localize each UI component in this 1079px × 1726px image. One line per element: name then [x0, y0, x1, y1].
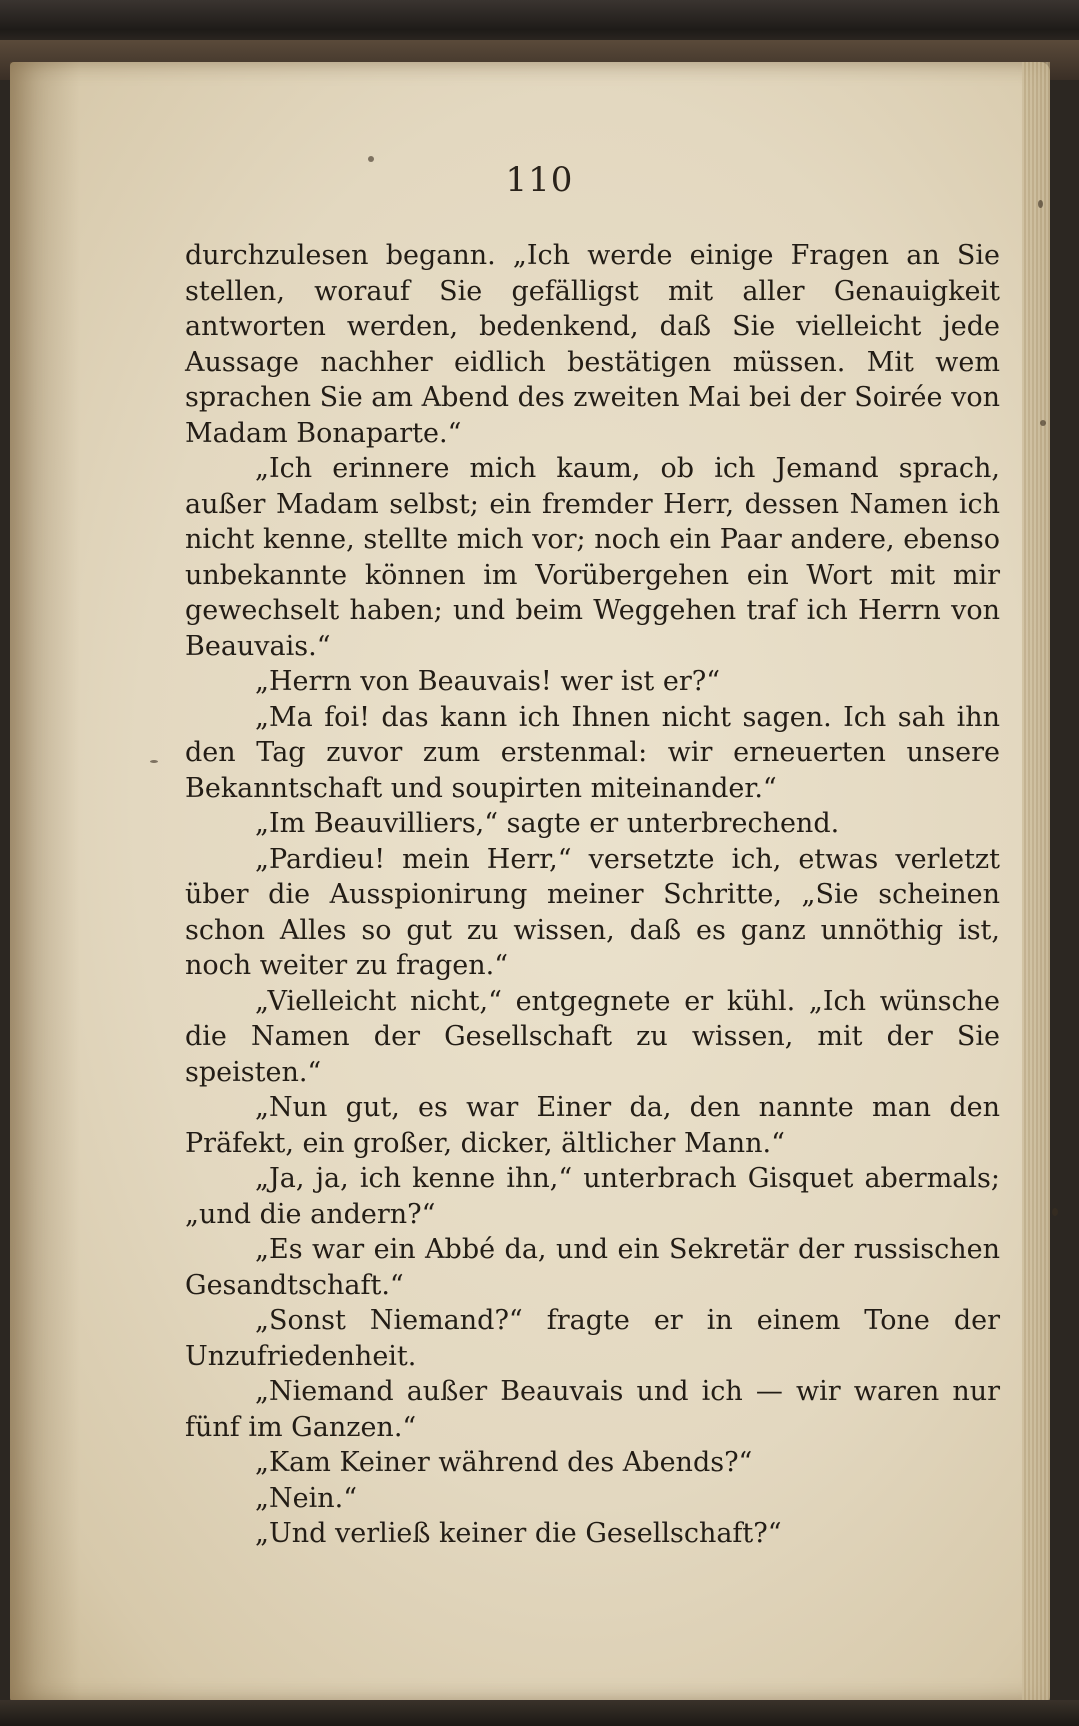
paragraph: „Sonst Niemand?“ fragte er in einem Tone der Unzufriedenheit.	[185, 1305, 1000, 1372]
paragraph: „Herrn von Beauvais! wer ist er?“	[255, 666, 721, 697]
paragraph: „Pardieu! mein Herr,“ versetzte ich, etwas verletzt über die Ausspionirung meiner Schritte, „Sie scheinen schon Alles so gut zu wissen, daß es ganz unnöthig ist, noch weiter zu fragen.“	[185, 843, 1000, 981]
ink-speck	[1038, 200, 1043, 208]
page-number: 110	[505, 160, 574, 200]
book-bottom-edge	[0, 1700, 1079, 1726]
paragraph: durchzulesen begann. „Ich werde einige Fragen an Sie stellen, worauf Sie gefälligst mit aller Genauigkeit antworten werden, bedenkend, daß Sie vielleicht jede Aussage nachher eidlich bestätigen müssen. Mit wem sprachen Sie am Abend des zweiten Mai bei der Soirée von Madam Bonaparte.“	[185, 240, 1000, 449]
page-fore-edge	[1022, 62, 1050, 1702]
paragraph: „Ich erinnere mich kaum, ob ich Jemand sprach, außer Madam selbst; ein fremder Herr, dessen Namen ich nicht kenne, stellte mich vor; noch ein Paar andere, ebenso unbekannte können im Vorübergehen ein Wort mit mir gewechselt haben; und beim Weggehen traf ich Herrn von Beauvais.“	[185, 453, 1000, 662]
paragraph: „Und verließ keiner die Gesellschaft?“	[255, 1518, 782, 1549]
paragraph: „Es war ein Abbé da, und ein Sekretär der russischen Gesandtschaft.“	[185, 1234, 1000, 1301]
paragraph: „Kam Keiner während des Abends?“	[255, 1447, 753, 1478]
paragraph: „Ja, ja, ich kenne ihn,“ unterbrach Gisquet abermals; „und die andern?“	[185, 1163, 1000, 1230]
paragraph: „Nun gut, es war Einer da, den nannte man den Präfekt, ein großer, dicker, ältlicher Mann.“	[185, 1092, 1000, 1159]
paragraph: „Vielleicht nicht,“ entgegnete er kühl. „Ich wünsche die Namen der Gesellschaft zu wissen, mit der Sie speisten.“	[185, 985, 1000, 1088]
page-text	[185, 238, 1000, 1552]
paragraph: „Nein.“	[255, 1482, 358, 1514]
paragraph: „Im Beauvilliers,“ sagte er unterbrechend.	[255, 808, 840, 839]
ink-speck	[150, 760, 158, 763]
page-gutter-shadow	[10, 62, 80, 1702]
ink-speck	[1040, 420, 1046, 426]
paragraph: „Ma foi! das kann ich Ihnen nicht sagen. Ich sah ihn den Tag zuvor zum erstenmal: wir erneuerten unsere Bekanntschaft und soupirten miteinander.“	[185, 701, 1000, 804]
paragraph: „Niemand außer Beauvais und ich — wir waren nur fünf im Ganzen.“	[185, 1376, 1000, 1443]
ink-speck	[1052, 1208, 1058, 1216]
